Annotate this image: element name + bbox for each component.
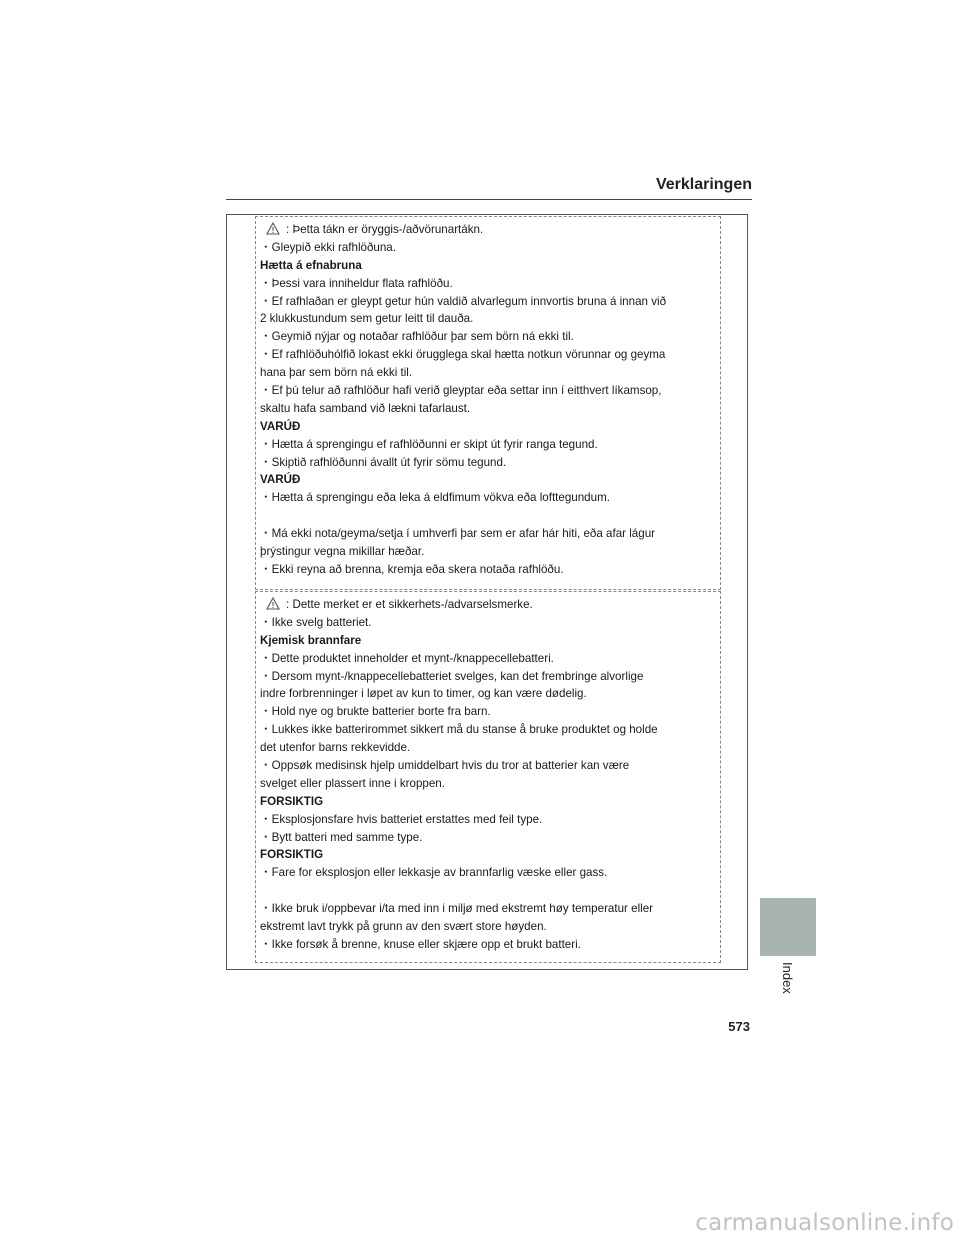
text-line (260, 525, 720, 543)
line-text: ・Lukkes ikke batterirommet sikkert må du stanse å bruke produktet og holde (260, 723, 658, 737)
line-text: ・Ekki reyna að brenna, kremja eða skera notaða rafhlöðu. (260, 562, 564, 576)
line-text: ・Oppsøk medisinsk hjelp umiddelbart hvis du tror at batterier kan være (260, 759, 630, 773)
line-text: ・Má ekki nota/geyma/setja í umhverfi þar sem er afar hár hiti, eða afar lágur (260, 527, 656, 541)
line-text: ・Dersom mynt-/knappecellebatteriet svelges, kan det frembringe alvorlige (260, 669, 644, 683)
text-line (260, 829, 720, 847)
text-line (260, 775, 720, 793)
paragraph-gap (260, 507, 720, 525)
icelandic-warning-panel (255, 216, 721, 590)
text-line (260, 936, 720, 954)
text-line (260, 346, 720, 364)
warning-heading (260, 846, 720, 864)
line-text: ・Hold nye og brukte batterier borte fra barn. (260, 705, 491, 719)
text-line (260, 310, 720, 328)
text-line (260, 685, 720, 703)
text-line (260, 221, 720, 239)
line-text: ・Ikke svelg batteriet. (260, 615, 372, 629)
line-text: ・Dette produktet inneholder et mynt-/knappecellebatteri. (260, 651, 554, 665)
line-text: Hætta á efnabruna (260, 258, 362, 272)
text-line (260, 650, 720, 668)
line-text: ・Ikke forsøk å brenne, knuse eller skjære opp et brukt batteri. (260, 937, 581, 951)
text-line (260, 811, 720, 829)
header-rule (226, 199, 752, 200)
section-title: Verklaringen (655, 176, 752, 193)
text-line (260, 918, 720, 936)
warning-heading (260, 418, 720, 436)
text-line (260, 293, 720, 311)
text-line (260, 757, 720, 775)
text-line (260, 721, 720, 739)
text-line (260, 543, 720, 561)
text-line (260, 400, 720, 418)
line-text: Kjemisk brannfare (260, 633, 362, 647)
text-line (260, 239, 720, 257)
line-text: : Dette merket er et sikkerhets-/advarselsmerke. (286, 598, 533, 611)
line-text: ・Eksplosjonsfare hvis batteriet erstattes med feil type. (260, 812, 543, 826)
line-text: 2 klukkustundum sem getur leitt til dauða. (260, 312, 474, 326)
line-text: FORSIKTIG (260, 848, 324, 862)
text-line (260, 668, 720, 686)
line-text: ・Fare for eksplosjon eller lekkasje av brannfarlig væske eller gass. (260, 866, 608, 880)
line-text: skaltu hafa samband við lækni tafarlaust. (260, 401, 471, 415)
line-text: svelget eller plassert inne i kroppen. (260, 776, 445, 790)
line-text: ・Ef þú telur að rafhlöður hafi verið gleyptar eða settar inn í eitthvert líkamsop, (260, 384, 662, 398)
line-text: ・Geymið nýjar og notaðar rafhlöður þar sem börn ná ekki til. (260, 330, 574, 344)
line-text: ・Bytt batteri med samme type. (260, 830, 423, 844)
line-text: det utenfor barns rekkevidde. (260, 741, 411, 755)
text-line (260, 364, 720, 382)
text-line (260, 739, 720, 757)
norwegian-warning-panel (255, 591, 721, 963)
line-text: VARÚÐ (260, 473, 301, 487)
line-text: ・Skiptið rafhlöðunni ávallt út fyrir sömu tegund. (260, 455, 507, 469)
text-line (260, 436, 720, 454)
text-line (260, 703, 720, 721)
text-line (260, 275, 720, 293)
text-line (260, 596, 720, 614)
text-line (260, 489, 720, 507)
line-text: FORSIKTIG (260, 794, 324, 808)
paragraph-gap (260, 882, 720, 900)
line-text: ・Hætta á sprengingu ef rafhlöðunni er skipt út fyrir ranga tegund. (260, 437, 598, 451)
line-text: ・Ef rafhlöðuhólfið lokast ekki örugglega skal hætta notkun vörunnar og geyma (260, 348, 666, 362)
warning-heading (260, 632, 720, 650)
index-tab-label: Index (780, 962, 795, 994)
text-line (260, 900, 720, 918)
line-text: ・Þessi vara inniheldur flata rafhlöðu. (260, 276, 453, 290)
warning-heading (260, 793, 720, 811)
page-number: 573 (728, 1019, 750, 1034)
warning-heading (260, 257, 720, 275)
text-line (260, 382, 720, 400)
line-text: ekstremt lavt trykk på grunn av den svært store høyden. (260, 920, 547, 934)
line-text: hana þar sem börn ná ekki til. (260, 366, 413, 380)
line-text: ・Ef rafhlaðan er gleypt getur hún valdið alvarlegum innvortis bruna á innan við (260, 294, 667, 308)
text-line (260, 328, 720, 346)
line-text: þrýstingur vegna mikillar hæðar. (260, 545, 425, 559)
text-line (260, 864, 720, 882)
warning-heading (260, 471, 720, 489)
text-line (260, 561, 720, 579)
watermark: carmanualsonline.info (695, 1210, 954, 1236)
index-tab-marker (760, 898, 816, 956)
line-text: : Þetta tákn er öryggis-/aðvörunartákn. (286, 223, 484, 236)
line-text: ・Gleypið ekki rafhlöðuna. (260, 240, 396, 254)
text-line (260, 614, 720, 632)
line-text: indre forbrenninger i løpet av kun to timer, og kan være dødelig. (260, 687, 587, 701)
line-text: ・Hætta á sprengingu eða leka á eldfimum vökva eða lofttegundum. (260, 491, 610, 505)
line-text: ・Ikke bruk i/oppbevar i/ta med inn i miljø med ekstremt høy temperatur eller (260, 902, 654, 916)
line-text: VARÚÐ (260, 419, 301, 433)
text-line (260, 454, 720, 472)
